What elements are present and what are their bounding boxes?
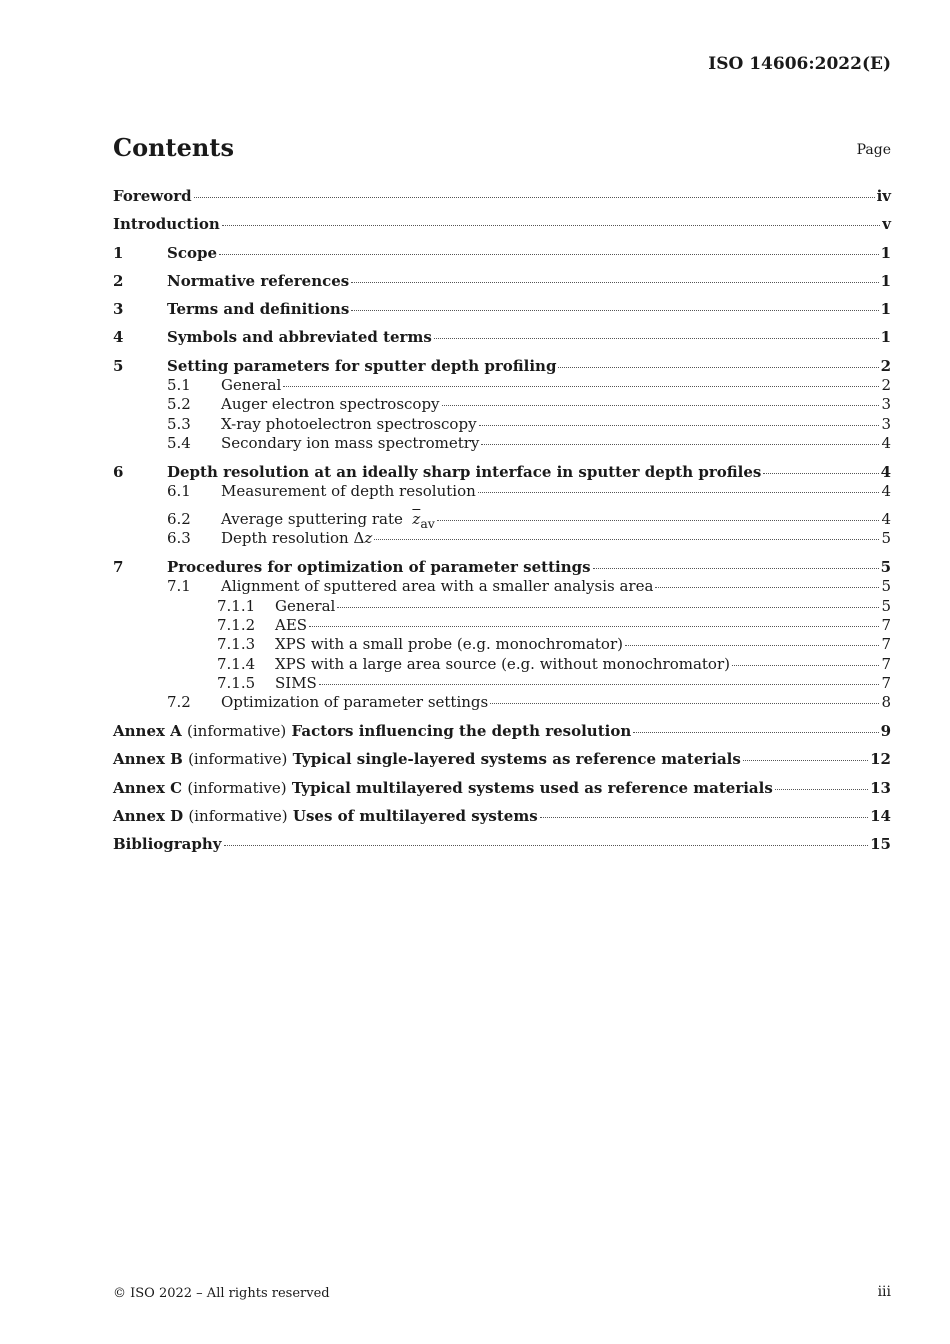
toc-entry-title: X-ray photoelectron spectroscopy xyxy=(221,414,477,433)
toc-entry-page: 1 xyxy=(880,328,891,347)
dot-leader xyxy=(222,225,880,226)
toc-entry-title: Auger electron spectroscopy xyxy=(221,395,440,414)
toc-entry-title: Terms and definitions xyxy=(167,300,350,319)
annex-qualifier: (informative) xyxy=(188,807,288,826)
toc-entry-title: Introduction xyxy=(113,215,220,234)
toc-entry-title: Measurement of depth resolution xyxy=(221,481,476,500)
toc-entry-title xyxy=(113,778,773,798)
dot-leader xyxy=(219,254,879,255)
toc-entry-title: AES xyxy=(275,615,308,634)
toc-entry-6-2[interactable] xyxy=(113,510,891,532)
toc-entry-page: 1 xyxy=(880,300,891,319)
toc-entry-page: 2 xyxy=(880,356,891,375)
annex-title: Typical multilayered systems used as reference materials xyxy=(291,778,773,797)
toc-entry-number: 7.2 xyxy=(167,693,191,712)
toc-entry-7[interactable] xyxy=(113,557,891,577)
annex-title: Uses of multilayered systems xyxy=(292,807,538,826)
toc-entry-page: 3 xyxy=(881,414,891,433)
dot-leader xyxy=(194,197,875,198)
toc-entry-6-3[interactable] xyxy=(113,529,891,548)
dot-leader xyxy=(633,732,878,733)
toc-entry-page: 9 xyxy=(880,722,891,741)
dot-leader xyxy=(478,492,880,493)
document-id: ISO 14606:2022(E) xyxy=(708,54,891,74)
toc-entry-page: 7 xyxy=(881,654,891,673)
toc-entry-foreword[interactable] xyxy=(113,186,891,206)
toc-entry-annex-c[interactable] xyxy=(113,778,891,798)
toc-entry-number: 7.1.1 xyxy=(217,596,256,615)
toc-entry-6[interactable] xyxy=(113,462,891,482)
toc-entry-5[interactable] xyxy=(113,356,891,376)
toc-entry-bibliography[interactable] xyxy=(113,834,891,854)
toc-entry-page: 4 xyxy=(881,433,891,452)
toc-entry-page: 7 xyxy=(881,674,891,693)
toc-entry-number: 4 xyxy=(113,328,124,347)
toc-entry-title: Setting parameters for sputter depth profiling xyxy=(167,356,557,375)
subscript-av: av xyxy=(420,516,435,532)
toc-entry-title: General xyxy=(275,596,336,615)
toc-entry-title xyxy=(221,529,372,548)
toc-entry-title: Symbols and abbreviated terms xyxy=(167,328,432,347)
toc-entry-7-1-1[interactable] xyxy=(113,597,891,616)
toc-entry-page: 3 xyxy=(881,395,891,414)
toc-entry-annex-b[interactable] xyxy=(113,749,891,769)
toc-entry-title: XPS with a small probe (e.g. monochromator) xyxy=(275,635,623,654)
dot-leader xyxy=(434,338,879,339)
toc-entry-page: iv xyxy=(876,187,891,205)
toc-entry-7-1-4[interactable] xyxy=(113,655,891,674)
toc-entry-number: 5.1 xyxy=(167,375,191,394)
toc-entry-number: 7.1 xyxy=(167,577,191,596)
toc-entry-title: XPS with a large area source (e.g. without monochromator) xyxy=(275,654,730,673)
dot-leader xyxy=(309,626,879,627)
toc-entry-title: Optimization of parameter settings xyxy=(221,693,489,712)
toc-entry-page: v xyxy=(882,215,891,234)
dot-leader xyxy=(437,520,880,521)
toc-entry-page: 7 xyxy=(881,615,891,634)
annex-label: Annex C xyxy=(113,778,183,797)
toc-entry-page: 4 xyxy=(881,510,891,529)
dot-leader xyxy=(351,310,878,311)
annex-label: Annex A xyxy=(113,722,182,741)
toc-entry-number: 3 xyxy=(113,300,124,319)
toc-entry-page: 8 xyxy=(881,693,891,712)
toc-entry-title xyxy=(113,749,741,769)
page-column-label: Page xyxy=(856,142,891,158)
toc-entry-title xyxy=(113,806,538,826)
toc-heading: Contents xyxy=(113,133,234,162)
dot-leader xyxy=(283,386,879,387)
toc-entry-number: 5.4 xyxy=(167,433,191,452)
annex-label: Annex B xyxy=(113,750,183,769)
toc-entry-7-1-5[interactable] xyxy=(113,674,891,693)
toc-entry-page: 15 xyxy=(870,835,891,854)
table-of-contents xyxy=(113,186,891,854)
toc-entry-title: Depth resolution at an ideally sharp interface in sputter depth profiles xyxy=(167,462,762,481)
dot-leader xyxy=(374,539,879,540)
dot-leader xyxy=(732,665,879,666)
toc-entry-page: 1 xyxy=(880,271,891,290)
toc-entry-5-4[interactable] xyxy=(113,434,891,453)
toc-entry-title: Procedures for optimization of parameter settings xyxy=(167,558,591,577)
annex-label: Annex D xyxy=(113,807,184,826)
toc-entry-number: 7.1.2 xyxy=(217,615,256,634)
toc-entry-number: 7.1.4 xyxy=(217,654,256,673)
toc-entry-7-1[interactable] xyxy=(113,577,891,596)
toc-entry-page: 1 xyxy=(880,243,891,262)
toc-entry-7-1-2[interactable] xyxy=(113,616,891,635)
annex-qualifier: (informative) xyxy=(187,722,287,741)
toc-entry-page: 7 xyxy=(881,635,891,654)
toc-entry-page: 4 xyxy=(881,481,891,500)
z-symbol: z xyxy=(364,529,373,548)
toc-entry-number: 5 xyxy=(113,356,124,375)
toc-entry-6-1[interactable] xyxy=(113,482,891,501)
toc-entry-title: Normative references xyxy=(167,271,350,290)
annex-title: Factors influencing the depth resolution xyxy=(291,722,632,741)
toc-entry-page: 12 xyxy=(870,750,891,769)
toc-entry-5-3[interactable] xyxy=(113,415,891,434)
dot-leader xyxy=(743,760,868,761)
toc-entry-number: 7.1.5 xyxy=(217,674,256,693)
toc-entry-page: 5 xyxy=(881,577,891,596)
dot-leader xyxy=(337,607,879,608)
toc-entry-7-2[interactable] xyxy=(113,693,891,712)
toc-entry-title: Foreword xyxy=(113,187,192,205)
toc-entry-title-text: Average sputtering rate xyxy=(221,510,403,529)
toc-entry-title: Alignment of sputtered area with a smaller analysis area xyxy=(221,577,654,596)
dot-leader xyxy=(490,703,879,704)
toc-entry-4[interactable] xyxy=(113,327,891,347)
annex-title: Typical single-layered systems as reference materials xyxy=(292,750,741,769)
dot-leader xyxy=(558,367,878,368)
dot-leader xyxy=(319,684,880,685)
toc-entry-title: General xyxy=(221,375,282,394)
z-bar-symbol: $\overline{z}$ xyxy=(412,510,421,529)
dot-leader xyxy=(540,817,868,818)
toc-entry-introduction[interactable] xyxy=(113,214,891,234)
toc-entry-page: 4 xyxy=(880,462,891,481)
toc-entry-number: 1 xyxy=(113,243,124,262)
toc-entry-number: 5.2 xyxy=(167,395,191,414)
dot-leader xyxy=(775,789,868,790)
toc-entry-title xyxy=(113,721,631,741)
toc-entry-number: 6.3 xyxy=(167,529,191,548)
toc-entry-title: Scope xyxy=(167,243,218,262)
toc-entry-number: 6 xyxy=(113,462,124,481)
toc-entry-number: 5.3 xyxy=(167,414,191,433)
toc-entry-2[interactable] xyxy=(113,271,891,291)
annex-qualifier: (informative) xyxy=(188,750,288,769)
toc-entry-page: 5 xyxy=(880,558,891,577)
dot-leader xyxy=(351,282,878,283)
toc-entry-annex-a[interactable] xyxy=(113,721,891,741)
toc-entry-page: 5 xyxy=(881,529,891,548)
footer-page-number: iii xyxy=(877,1284,891,1300)
dot-leader xyxy=(593,568,879,569)
toc-entry-page: 5 xyxy=(881,596,891,615)
annex-qualifier: (informative) xyxy=(187,778,287,797)
toc-entry-number: 7 xyxy=(113,558,124,577)
dot-leader xyxy=(625,645,879,646)
toc-entry-number: 7.1.3 xyxy=(217,635,256,654)
dot-leader xyxy=(481,444,879,445)
dot-leader xyxy=(479,425,880,426)
dot-leader xyxy=(224,845,869,846)
toc-entry-title: Bibliography xyxy=(113,835,222,854)
toc-entry-3[interactable] xyxy=(113,299,891,319)
toc-entry-number: 6.1 xyxy=(167,481,191,500)
toc-entry-title: Secondary ion mass spectrometry xyxy=(221,433,480,452)
toc-entry-5-2[interactable] xyxy=(113,395,891,414)
toc-entry-page: 13 xyxy=(870,778,891,797)
toc-entry-5-1[interactable] xyxy=(113,376,891,395)
footer-copyright: © ISO 2022 – All rights reserved xyxy=(113,1286,330,1301)
toc-entry-number: 6.2 xyxy=(167,510,191,529)
dot-leader xyxy=(655,587,879,588)
toc-entry-title-text: Depth resolution Δ xyxy=(221,529,365,548)
toc-entry-1[interactable] xyxy=(113,243,891,263)
toc-entry-page: 14 xyxy=(870,807,891,826)
toc-entry-number: 2 xyxy=(113,271,124,290)
toc-entry-annex-d[interactable] xyxy=(113,806,891,826)
toc-entry-page: 2 xyxy=(881,375,891,394)
toc-entry-7-1-3[interactable] xyxy=(113,635,891,654)
dot-leader xyxy=(763,473,878,474)
dot-leader xyxy=(442,405,880,406)
toc-entry-title: SIMS xyxy=(275,674,317,693)
